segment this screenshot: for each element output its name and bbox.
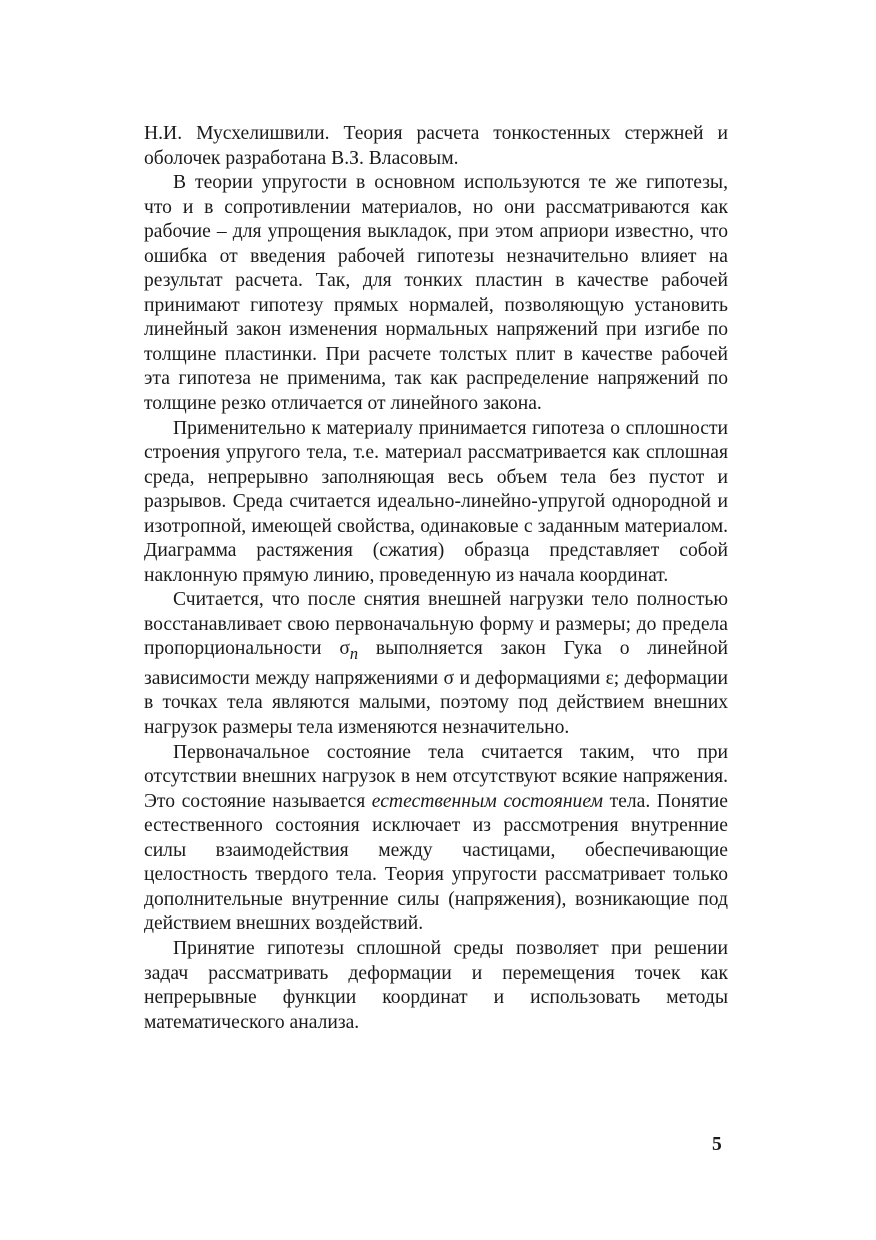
paragraph-hooke-law [144, 588, 728, 740]
paragraph-hooke-law-part1: Считается, что после снятия внешней нагрузки тело полностью восстанавливает свою первоначальную форму и размеры; до предела пропорциональности [144, 589, 728, 660]
paragraph-natural-state-part2: тела. Понятие естественного состояния исключает из рассмотрения внутренние силы взаимодействия между частицами, обеспечивающие целостность твердого тела. Теория упругости рассматривает только дополнительные внутренние силы (напряжения), возникающие под действием внешних воздействий. [144, 790, 728, 935]
paragraph-natural-state-part1: Первоначальное состояние тела считается таким, что при отсутствии внешних нагрузок в нем отсутствуют всякие напряжения. Это состояние называется [144, 741, 728, 812]
italic-term: естественным состоянием [371, 790, 604, 812]
page-body [144, 122, 728, 1035]
paragraph-continuity: Применительно к материалу принимается гипотеза о сплошности строения упругого тела, т.е. материал рассматривается как сплошная среда, непрерывно заполняющая весь объем тела без пустот и разрывов. Среда считается идеально-линейно-упругой однородной и изотропной, имеющей свойства, одинаковые с заданным материалом. Диаграмма растяжения (сжатия) образца представляет собой наклонную прямую линию, проведенную из начала координат. [144, 417, 728, 586]
paragraph-continuation: Н.И. Мусхелишвили. Теория расчета тонкостенных стержней и оболочек разработана В.З. Власовым. [144, 123, 728, 169]
sigma-symbol: σ [339, 638, 350, 660]
sigma-subscript: п [349, 644, 359, 664]
paragraph-natural-state [144, 741, 728, 937]
paragraph-continuous-medium: Принятие гипотезы сплошной среды позволяет при решении задач рассматривать деформации и перемещения точек как непрерывные функции координат и использовать методы математического анализа. [144, 937, 728, 1033]
paragraph-hypotheses: В теории упругости в основном используются те же гипотезы, что и в сопротивлении материалов, но они рассматриваются как рабочие – для упрощения выкладок, при этом априори известно, что ошибка от введения рабочей гипотезы незначительно влияет на результат расчета. Так, для тонких пластин в качестве рабочей принимают гипотезу прямых нормалей, позволяющую установить линейный закон изменения нормальных напряжений при изгибе по толщине пластинки. При расчете толстых плит в качестве рабочей эта гипотеза не применима, так как распределение напряжений по толщине резко отличается от линейного закона. [144, 172, 728, 415]
page-number: 5 [712, 1134, 722, 1155]
paragraph-hooke-law-part2: выполняется закон Гука о линейной зависимости между напряжениями σ и деформациями ε; деформации в точках тела являются малыми, поэтому под действием внешних нагрузок размеры тела изменяются незначительно. [144, 638, 728, 739]
